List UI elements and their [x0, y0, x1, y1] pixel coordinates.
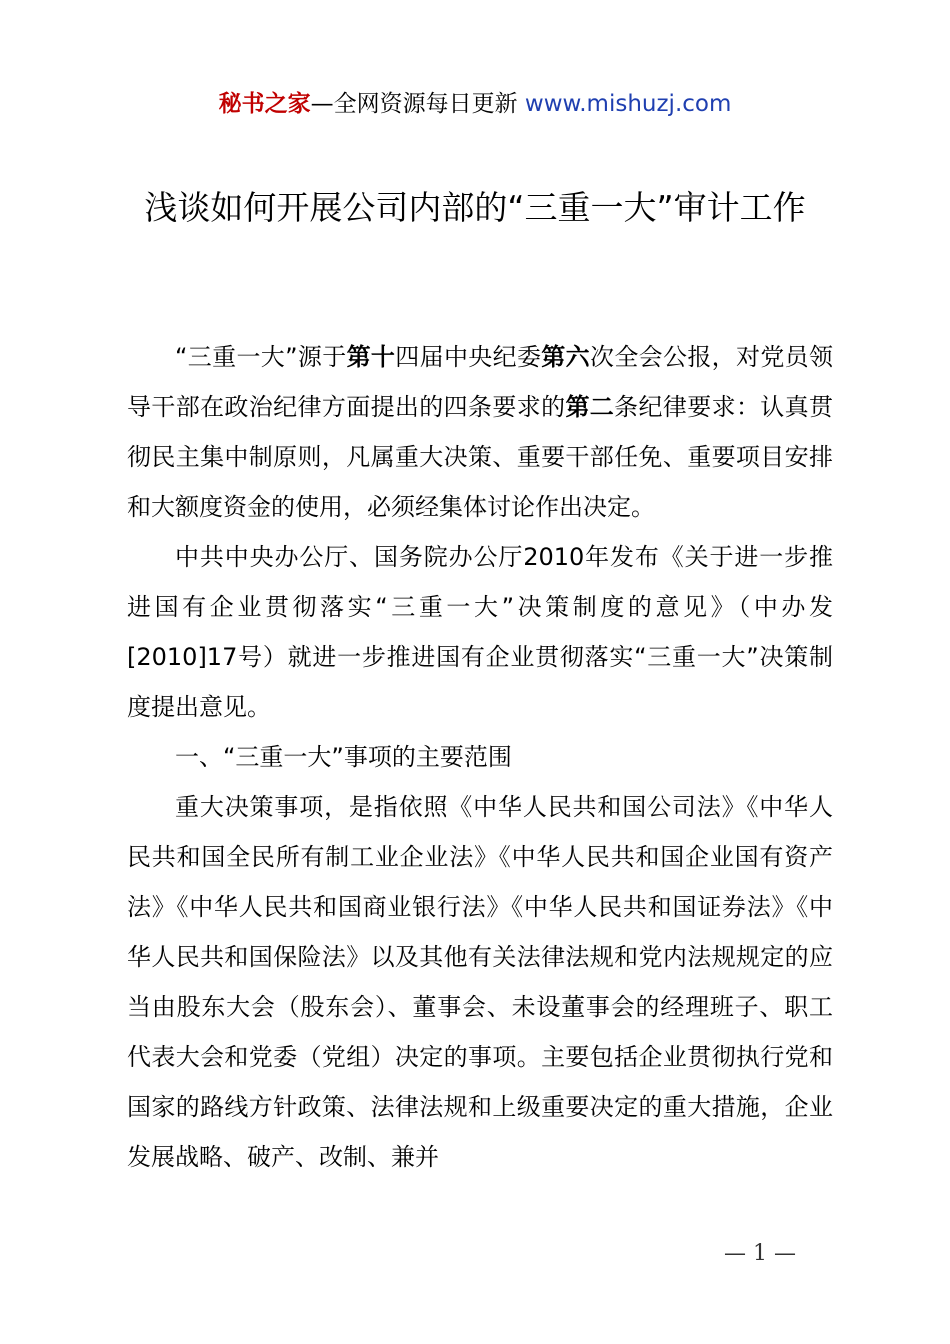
- text-run: 条纪律要求：认真贯彻民主集中制原则，凡属重大决策、重要干部任免、重要项目安排和大额度资金的使用，必须经集体讨论作出决定。: [127, 393, 834, 521]
- page-number: — 1 —: [724, 1241, 796, 1266]
- bold-run: 第十: [346, 343, 396, 371]
- paragraph-4: 重大决策事项，是指依照《中华人民共和国公司法》《中华人民共和国全民所有制工业企业法》《中华人民共和国企业国有资产法》《中华人民共和国商业银行法》《中华人民共和国证券法》《中华人民共和国保险法》以及其他有关法律法规和党内法规规定的应当由股东大会（股东会）、董事会、未设董事会的经理班子、职工代表大会和党委（党组）决定的事项。主要包括企业贯彻执行党和国家的路线方针政策、法律法规和上级重要决定的重大措施，企业发展战略、破产、改制、兼并: [127, 793, 833, 1171]
- bold-run: 第二: [565, 393, 615, 421]
- document-title: 浅谈如何开展公司内部的“三重一大”审计工作: [144, 188, 806, 227]
- text-run: “三重一大”源于: [175, 343, 347, 371]
- header-tagline: —全网资源每日更新: [310, 91, 518, 117]
- brand-name: 秘书之家: [218, 91, 311, 117]
- paragraph-2: 中共中央办公厅、国务院办公厅2010年发布《关于进一步推进国有企业贯彻落实“三重一大”决策制度的意见》（中办发[2010]17号）就进一步推进国有企业贯彻落实“三重一大”决策制度提出意见。: [127, 543, 833, 721]
- site-url-link[interactable]: www.mishuzj.com: [524, 91, 732, 117]
- document-body: [127, 332, 833, 1182]
- text-run: 次全会公报，对党员领导干部在政治纪律方面提出的四条要求的: [127, 343, 834, 421]
- site-header: [0, 86, 950, 122]
- paragraph-1: [127, 332, 833, 532]
- section-heading: 一、“三重一大”事项的主要范围: [175, 743, 512, 771]
- text-run: 四届中央纪委: [395, 343, 542, 371]
- bold-run: 第六: [541, 343, 590, 371]
